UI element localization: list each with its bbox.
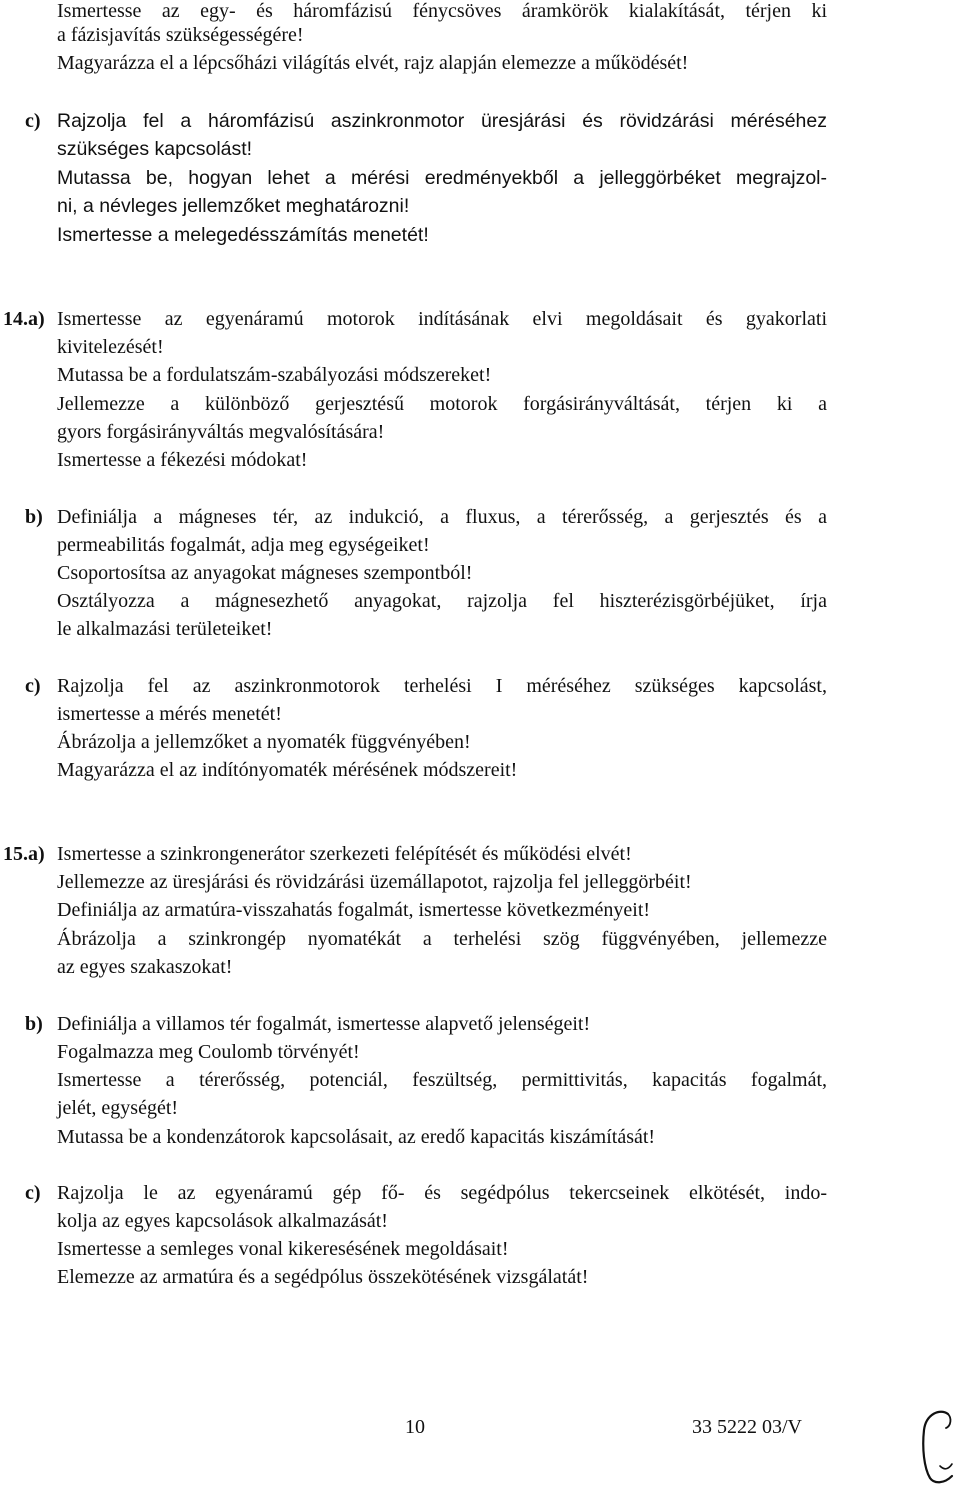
text-line: Fogalmazza meg Coulomb törvényét! — [57, 1041, 360, 1063]
text-line: Ismertesse a fékezési módokat! — [57, 449, 308, 471]
text-line: Elemezze az armatúra és a segédpólus összekötésének vizsgálatát! — [57, 1266, 589, 1288]
text-line: Definiálja a villamos tér fogalmát, ismertesse alapvető jelenségeit! — [57, 1013, 591, 1035]
item-label-c: c) — [25, 110, 41, 132]
item-label-c: c) — [25, 675, 41, 697]
page-number: 10 — [405, 1416, 425, 1438]
text-line: Magyarázza el a lépcsőházi világítás elvét, rajz alapján elemezze a működését! — [57, 52, 689, 74]
text-line: Ismertesse a szinkrongenerátor szerkezeti felépítését és működési elvét! — [57, 843, 632, 865]
question-number-15a: 15.a) — [3, 843, 45, 865]
text-line: Ismertesse az egy- és háromfázisú fénycsöves áramkörök kialakítását, térjen ki — [57, 0, 827, 22]
text-line: az egyes szakaszokat! — [57, 956, 233, 978]
text-line: jelét, egységét! — [57, 1097, 179, 1119]
text-line: Ismertesse a melegedésszámítás menetét! — [57, 224, 429, 246]
text-line: Definiálja az armatúra-visszahatás fogalmát, ismertesse következményeit! — [57, 899, 651, 921]
text-line: Ábrázolja a jellemzőket a nyomaték függvényében! — [57, 731, 471, 753]
text-line: Csoportosítsa az anyagokat mágneses szempontból! — [57, 562, 473, 584]
text-line: Ismertesse a semleges vonal kikeresésének megoldásait! — [57, 1238, 509, 1260]
question-number-14a: 14.a) — [3, 308, 45, 330]
text-line: ni, a névleges jellemzőket meghatározni! — [57, 195, 410, 217]
text-line: Ábrázolja a szinkrongép nyomatékát a terhelési szög függvényében, jellemezze — [57, 928, 827, 950]
handwritten-initial-icon — [918, 1408, 960, 1488]
text-line: Ismertesse a térerősség, potenciál, feszültség, permittivitás, kapacitás fogalmát, — [57, 1069, 827, 1091]
item-label-c: c) — [25, 1182, 41, 1204]
text-line: Definiálja a mágneses tér, az indukció, a fluxus, a térerősség, a gerjesztés és a — [57, 506, 827, 528]
text-line: Mutassa be a kondenzátorok kapcsolásait, az eredő kapacitás kiszámítását! — [57, 1126, 656, 1148]
text-line: permeabilitás fogalmát, adja meg egységeiket! — [57, 534, 430, 556]
text-line: Magyarázza el az indítónyomaték mérésének módszereit! — [57, 759, 518, 781]
text-line: kolja az egyes kapcsolások alkalmazását! — [57, 1210, 388, 1232]
text-line: szükséges kapcsolást! — [57, 138, 253, 160]
text-line: kivitelezését! — [57, 336, 164, 358]
document-code: 33 5222 03/V — [692, 1416, 802, 1438]
text-line: Rajzolja le az egyenáramú gép fő- és segédpólus tekercseinek elkötését, indo- — [57, 1182, 827, 1204]
text-line: Mutassa be a fordulatszám-szabályozási módszereket! — [57, 364, 492, 386]
text-line: a fázisjavítás szükségességére! — [57, 24, 304, 46]
text-line: Rajzolja fel az aszinkronmotorok terhelési I méréséhez szükséges kapcsolást, — [57, 675, 827, 697]
text-line: Rajzolja fel a háromfázisú aszinkronmotor üresjárási és rövidzárási méréséhez — [57, 110, 827, 132]
item-label-b: b) — [25, 1013, 43, 1035]
text-line: ismertesse a mérés menetét! — [57, 703, 282, 725]
text-line: Osztályozza a mágnesezhető anyagokat, rajzolja fel hiszterézisgörbéjüket, írja — [57, 590, 827, 612]
text-line: gyors forgásirányváltás megvalósítására! — [57, 421, 385, 443]
text-line: Mutassa be, hogyan lehet a mérési eredményekből a jelleggörbéket megrajzol- — [57, 167, 827, 189]
text-line: le alkalmazási területeiket! — [57, 618, 273, 640]
text-line: Jellemezze a különböző gerjesztésű motorok forgásirányváltását, térjen ki a — [57, 393, 827, 415]
text-line: Jellemezze az üresjárási és rövidzárási üzemállapotot, rajzolja fel jelleggörbéit! — [57, 871, 692, 893]
text-line: Ismertesse az egyenáramú motorok indításának elvi megoldásait és gyakorlati — [57, 308, 827, 330]
item-label-b: b) — [25, 506, 43, 528]
